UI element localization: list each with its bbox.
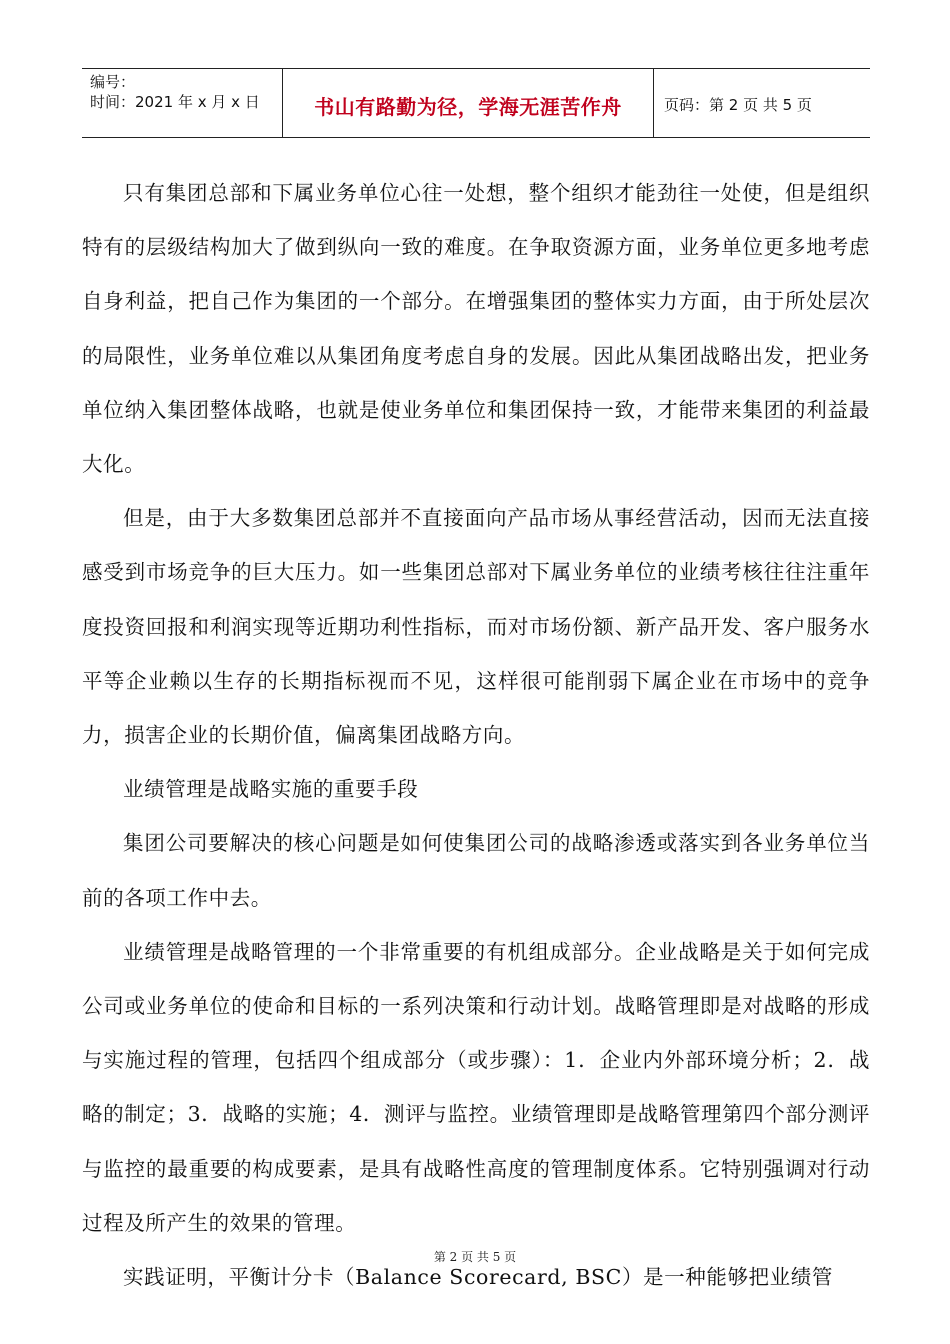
header-page-code: 页码：第 2 页 共 5 页 [664,96,812,114]
section-heading: 业绩管理是战略实施的重要手段 [123,777,419,802]
body-paragraph-1: 只有集团总部和下属业务单位心往一处想，整个组织才能劲往一处使，但是组织特有的层级结构加大了做到纵向一致的难度。在争取资源方面，业务单位更多地考虑自身利益，把自己作为集团的一个部分。在增强集团的整体实力方面，由于所处层次的局限性，业务单位难以从集团角度考虑自身的发展。因此从集团战略出发，把业务单位纳入集团整体战略，也就是使业务单位和集团保持一致，才能带来集团的利益最大化。 [82,181,870,477]
body-paragraph-4: 业绩管理是战略管理的一个非常重要的有机组成部分。企业战略是关于如何完成公司或业务单位的使命和目标的一系列决策和行动计划。战略管理即是对战略的形成与实施过程的管理，包括四个组成部分（或步骤）：1．企业内外部环境分析；2．战略的制定；3．战略的实施；4．测评与监控。业绩管理即是战略管理第四个部分测评与监控的最重要的构成要素，是具有战略性高度的管理制度体系。它特别强调对行动过程及所产生的效果的管理。 [82,939,870,1235]
document-number-label: 编号： [90,73,136,91]
body-paragraph-2: 但是，由于大多数集团总部并不直接面向产品市场从事经营活动，因而无法直接感受到市场竞争的巨大压力。如一些集团总部对下属业务单位的业绩考核往往注重年度投资回报和利润实现等近期功利性指标，而对市场份额、新产品开发、客户服务水平等企业赖以生存的长期指标视而不见，这样很可能削弱下属企业在市场中的竞争力，损害企业的长期价值，偏离集团战略方向。 [82,506,870,748]
header-meta-cell [82,69,283,137]
header-page-cell [654,69,870,137]
body-paragraph-3: 集团公司要解决的核心问题是如何使集团公司的战略渗透或落实到各业务单位当前的各项工作中去。 [82,831,870,910]
body-paragraph-5: 实践证明，平衡计分卡（Balance Scorecard, BSC）是一种能够把业绩管 [123,1265,833,1290]
document-body [82,166,870,1304]
header-motto: 书山有路勤为径，学海无涯苦作舟 [314,95,622,119]
document-header [82,68,870,138]
page-footer: 第 2 页 共 5 页 [433,1250,517,1264]
header-motto-cell [283,69,654,137]
document-time-label: 时间：2021 年 x 月 x 日 [90,93,260,111]
